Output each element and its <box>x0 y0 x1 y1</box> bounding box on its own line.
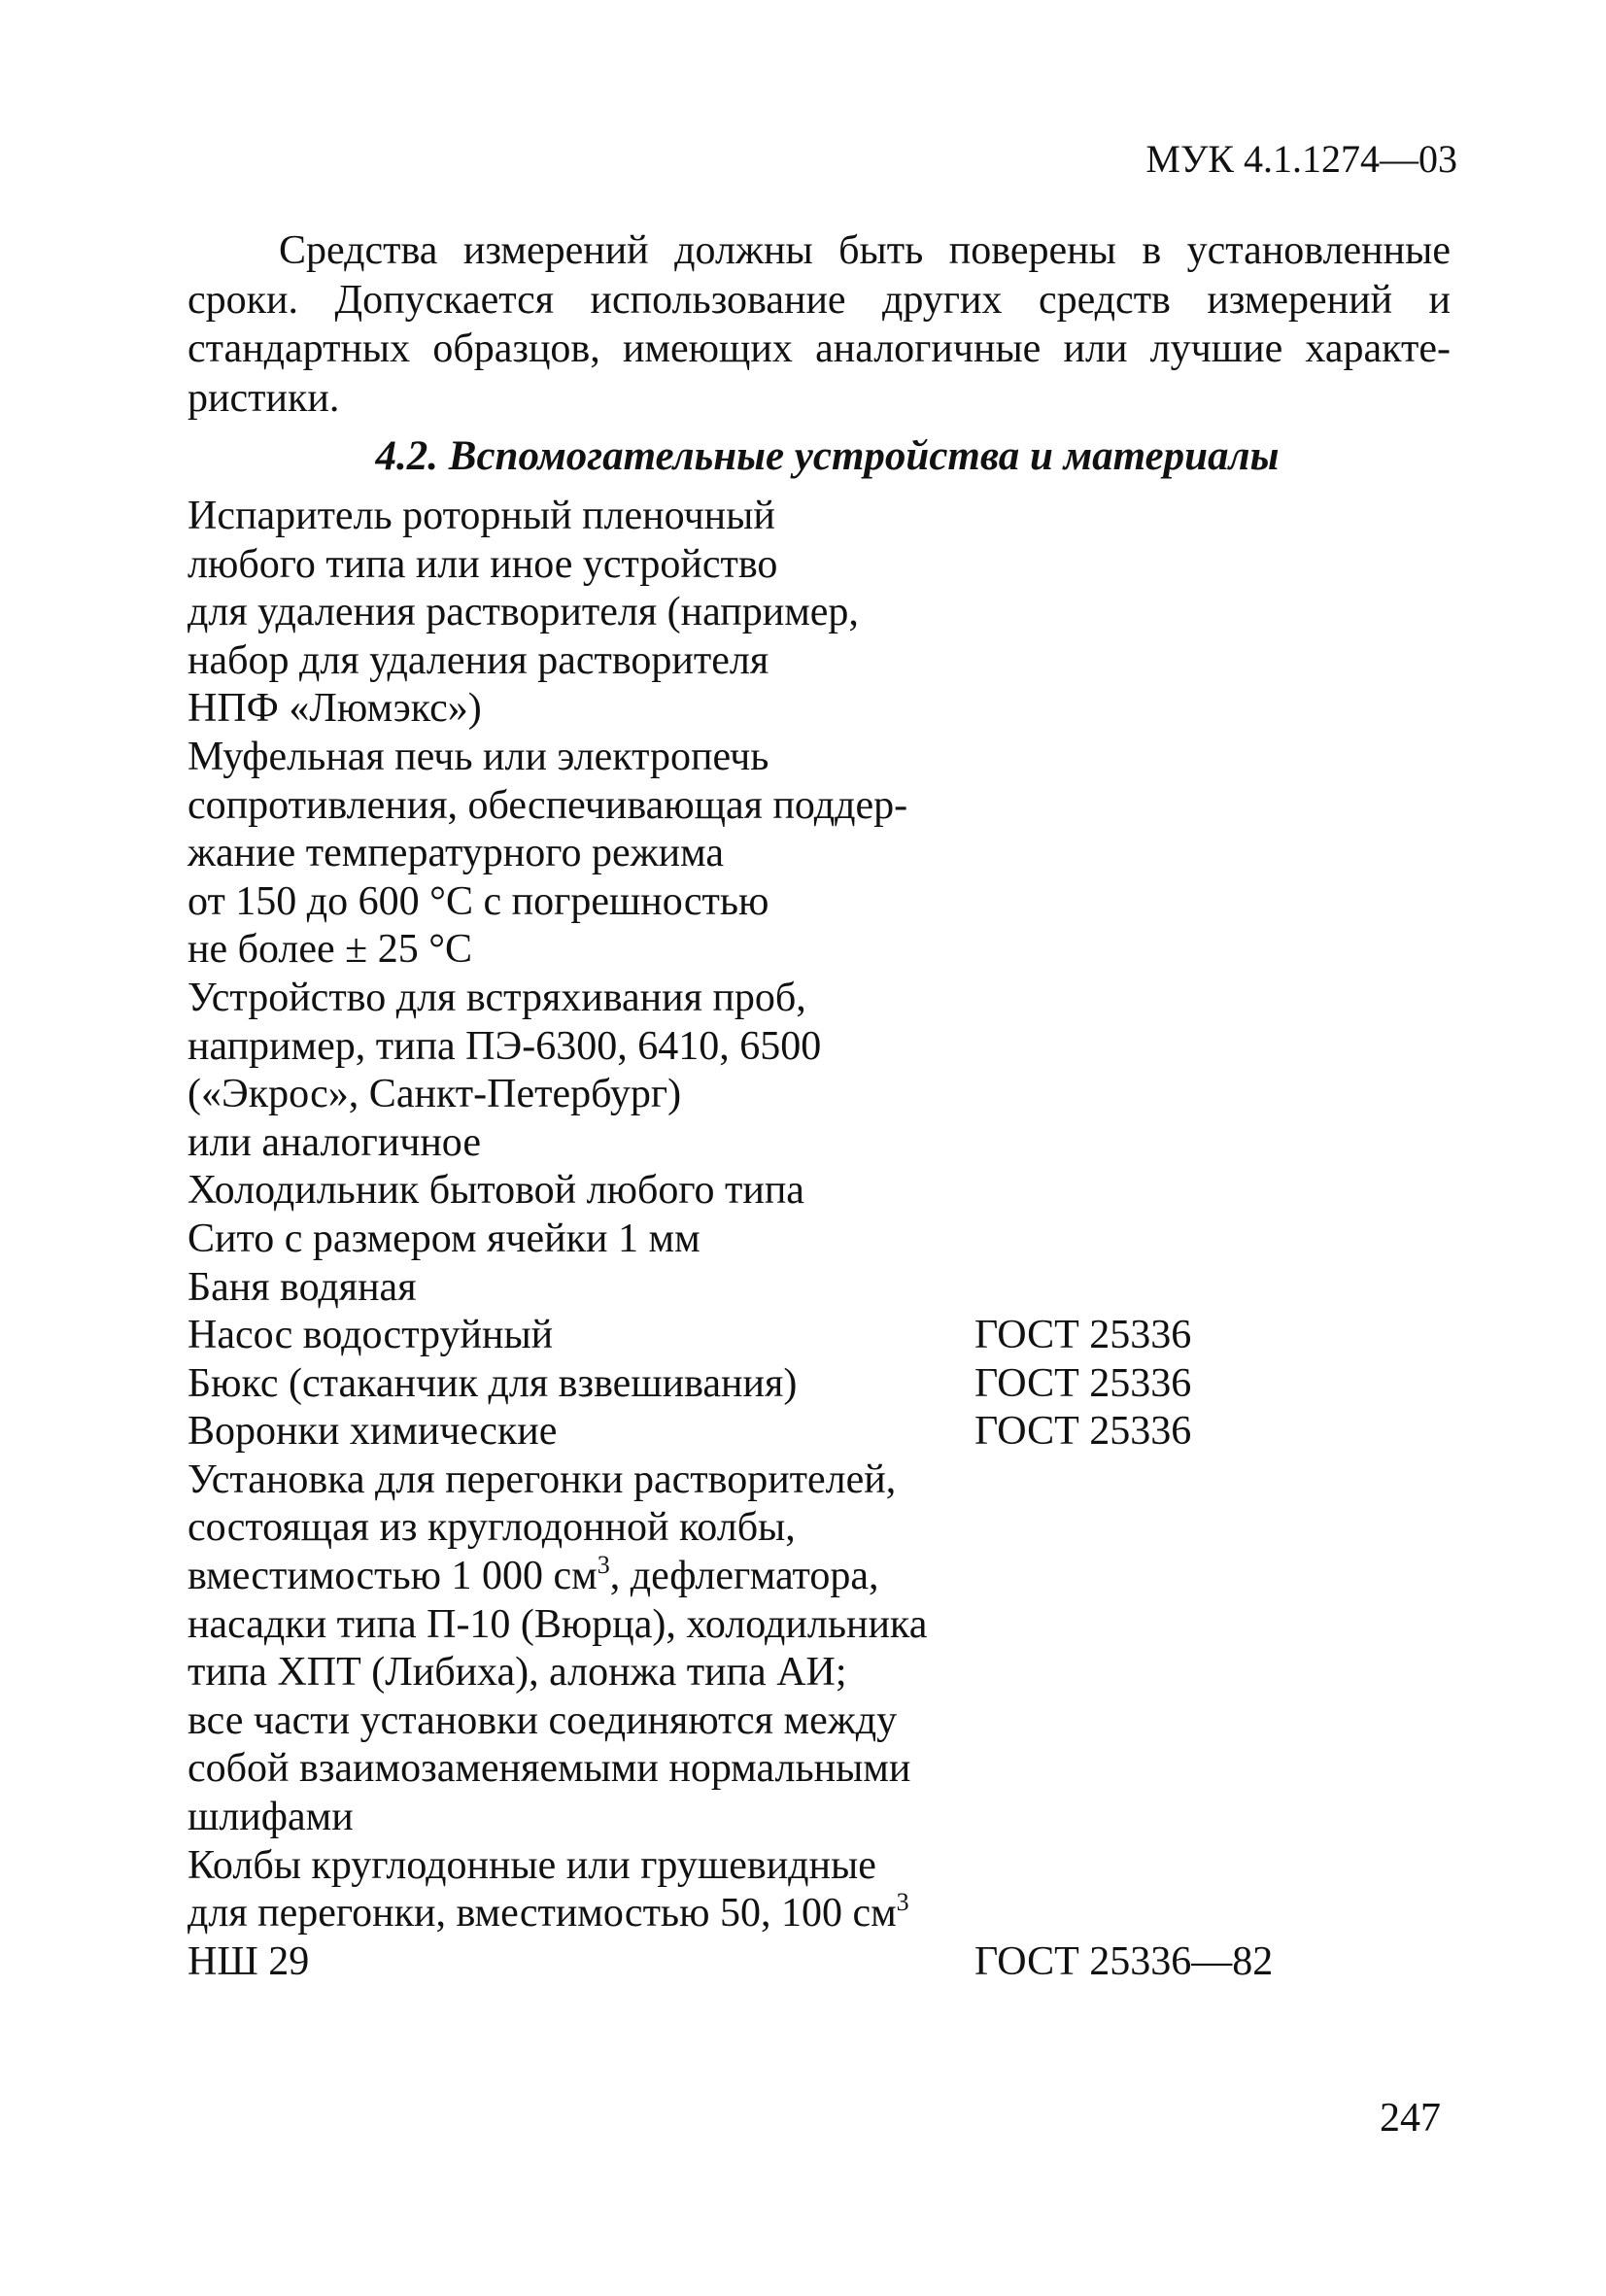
item-description <box>188 1408 984 1456</box>
item-line: насадки типа П-10 (Вюрца), холодильника <box>188 1601 928 1647</box>
item-line-with-superscript <box>188 1890 984 1938</box>
superscript: 3 <box>597 1551 610 1580</box>
item-line: собой взаимозаменяемыми нормальными <box>188 1746 911 1792</box>
item-line: сопротивления, обеспечивающая поддер- <box>188 782 908 828</box>
item-line: Установка для перегонки растворителей, <box>188 1456 897 1502</box>
item-line: для удаления растворителя (например, <box>188 590 859 635</box>
item-line: Колбы круглодонные или грушевидные <box>188 1842 876 1888</box>
item-description <box>188 1842 984 1987</box>
document-code-header: МУК 4.1.1274—03 <box>1145 137 1457 181</box>
item-line: состоящая из круглодонной колбы, <box>188 1505 796 1551</box>
item-line: любого типа или иное устройство <box>188 541 778 587</box>
list-item <box>188 493 1353 734</box>
list-item <box>188 1216 1353 1264</box>
list-item <box>188 1408 1353 1456</box>
list-item <box>188 1167 1353 1216</box>
item-description <box>188 1360 984 1409</box>
item-line-with-superscript <box>188 1553 984 1601</box>
item-line: НШ 29 <box>188 1938 310 1984</box>
list-item <box>188 1360 1353 1409</box>
equipment-list <box>188 493 1353 1986</box>
list-item <box>188 1264 1353 1313</box>
item-line: типа ХПТ (Либиха), алонжа типа АИ; <box>188 1650 847 1696</box>
item-standard: ГОСТ 25336—82 <box>974 1938 1274 1984</box>
item-line: Сито с размером ячейки 1 мм <box>188 1216 700 1261</box>
list-item <box>188 1312 1353 1360</box>
page-number: 247 <box>1380 2096 1441 2141</box>
item-line: Бюкс (стаканчик для взвешивания) <box>188 1360 798 1406</box>
item-line: шлифами <box>188 1795 354 1840</box>
item-line: не более ± 25 °С <box>188 927 473 973</box>
section-heading: 4.2. Вспомогательные устройства и материалы <box>375 433 1280 479</box>
item-line-text: для перегонки, вместимостью 50, 100 см <box>188 1891 897 1936</box>
item-line: набор для удаления растворителя <box>188 637 769 683</box>
item-line-text: вместимостью 1 000 см <box>188 1554 598 1599</box>
item-line-tail: , дефлегматора, <box>609 1554 879 1599</box>
item-description <box>188 493 984 734</box>
item-line: например, типа ПЭ-6300, 6410, 6500 <box>188 1023 822 1069</box>
item-description <box>188 1216 984 1264</box>
list-item <box>188 1842 1353 1987</box>
item-standard: ГОСТ 25336 <box>974 1313 1192 1358</box>
item-line: («Экрос», Санкт-Петербург) <box>188 1072 682 1117</box>
item-standard: ГОСТ 25336 <box>974 1409 1192 1455</box>
item-line: Холодильник бытовой любого типа <box>188 1168 804 1214</box>
item-line: Баня водяная <box>188 1264 417 1310</box>
item-description <box>188 1456 984 1842</box>
list-item <box>188 734 1353 975</box>
list-item <box>188 975 1353 1167</box>
item-description <box>188 1312 984 1360</box>
item-line: все части установки соединяются между <box>188 1697 898 1743</box>
item-line: Муфельная печь или электропечь <box>188 734 769 779</box>
item-line: Насос водоструйный <box>188 1313 554 1358</box>
item-description <box>188 1264 984 1313</box>
item-line: или аналогичное <box>188 1119 481 1165</box>
item-standard: ГОСТ 25336 <box>974 1360 1192 1406</box>
item-line: Испаритель роторный пленочный <box>188 494 775 538</box>
item-line: Воронки химические <box>188 1409 558 1455</box>
item-line: от 150 до 600 °С с погрешностью <box>188 878 769 924</box>
list-item <box>188 1456 1353 1842</box>
item-description <box>188 734 984 975</box>
item-line: жание температурного режима <box>188 831 725 876</box>
superscript: 3 <box>896 1888 909 1917</box>
item-line: НПФ «Люмэкс») <box>188 686 482 732</box>
item-description <box>188 1167 984 1216</box>
item-line: Устройство для встряхивания проб, <box>188 975 806 1020</box>
item-description <box>188 975 984 1167</box>
intro-paragraph: Средства измерений должны быть поверены в установленные сроки. Допускается использование других средств измерений и стандартных образцов, имеющих аналогичные или лучшие характеристики. <box>188 228 1451 421</box>
